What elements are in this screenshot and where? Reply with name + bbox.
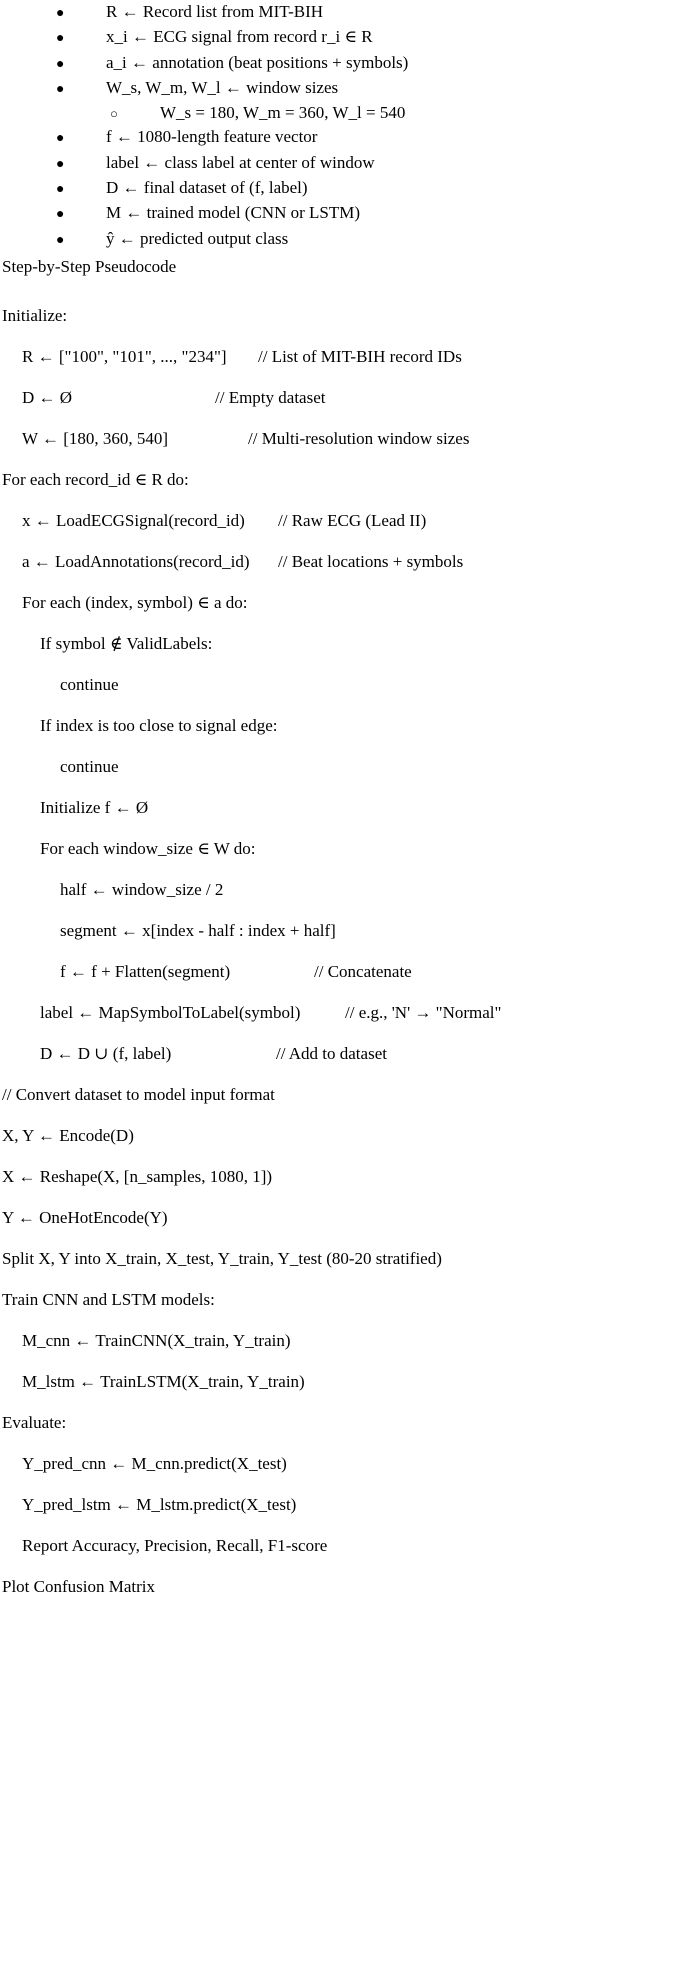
pseudocode-statement: Y ← OneHotEncode(Y)	[2, 1207, 168, 1227]
pseudocode-statement: label ← MapSymbolToLabel(symbol)	[40, 1002, 301, 1022]
bullet-icon: ●	[56, 232, 65, 248]
pseudocode-statement: segment ← x[index - half : index + half]	[60, 920, 336, 940]
bullet-icon: ●	[56, 31, 65, 47]
pseudocode-line	[0, 1310, 685, 1351]
pseudocode-line	[0, 367, 685, 408]
pseudocode-statement: Initialize f ← Ø	[40, 797, 149, 817]
pseudocode-line	[0, 654, 685, 695]
pseudocode-statement: X, Y ← Encode(D)	[2, 1125, 134, 1145]
pseudocode-statement: M_lstm ← TrainLSTM(X_train, Y_train)	[22, 1371, 305, 1391]
pseudocode-line	[0, 1556, 685, 1597]
pseudocode-line	[0, 982, 685, 1023]
pseudocode-line	[0, 1515, 685, 1556]
pseudocode-block	[0, 278, 685, 1597]
pseudocode-statement: f ← f + Flatten(segment)	[60, 961, 231, 981]
pseudocode-statement: x ← LoadECGSignal(record_id)	[22, 510, 245, 530]
pseudocode-statement: Initialize:	[2, 305, 68, 325]
pseudocode-line	[0, 1187, 685, 1228]
bullet-icon: ●	[56, 56, 65, 72]
definition-item	[0, 76, 685, 101]
pseudocode-comment: // Raw ECG (Lead II)	[278, 510, 427, 530]
pseudocode-statement: For each record_id ∈ R do:	[2, 469, 189, 489]
pseudocode-statement: // Convert dataset to model input format	[2, 1084, 275, 1104]
pseudocode-comment: // Concatenate	[314, 961, 412, 981]
pseudocode-line	[0, 818, 685, 859]
definition-item	[0, 25, 685, 50]
pseudocode-statement: For each window_size ∈ W do:	[40, 838, 256, 858]
definition-text: x_i ← ECG signal from record r_i ∈ R	[106, 27, 373, 47]
pseudocode-line	[0, 490, 685, 531]
definition-text: D ← final dataset of (f, label)	[106, 178, 308, 198]
pseudocode-line	[0, 777, 685, 818]
pseudocode-line	[0, 1105, 685, 1146]
definition-text: R ← Record list from MIT-BIH	[106, 2, 324, 21]
pseudocode-comment: // Empty dataset	[215, 387, 326, 407]
pseudocode-line	[0, 449, 685, 490]
definition-item	[0, 0, 685, 25]
bullet-icon: ●	[56, 6, 65, 21]
bullet-icon: ●	[56, 156, 65, 172]
pseudocode-line	[0, 1351, 685, 1392]
pseudocode-line	[0, 572, 685, 613]
definition-text: label ← class label at center of window	[106, 152, 375, 172]
definition-item	[0, 101, 685, 125]
pseudocode-line	[0, 1064, 685, 1105]
pseudocode-line	[0, 1269, 685, 1310]
pseudocode-line	[0, 326, 685, 367]
definition-text: W_s, W_m, W_l ← window sizes	[106, 77, 339, 97]
definition-item	[0, 151, 685, 176]
pseudocode-statement: For each (index, symbol) ∈ a do:	[22, 592, 248, 612]
pseudocode-statement: If index is too close to signal edge:	[40, 715, 278, 735]
pseudocode-statement: Report Accuracy, Precision, Recall, F1-score	[22, 1535, 328, 1555]
pseudocode-line	[0, 531, 685, 572]
bullet-icon: ●	[56, 131, 65, 147]
pseudocode-statement: D ← Ø	[22, 387, 73, 407]
pseudocode-comment: // Multi-resolution window sizes	[248, 428, 470, 448]
hollow-bullet-icon: ○	[110, 106, 118, 122]
pseudocode-statement: If symbol ∉ ValidLabels:	[40, 633, 213, 653]
pseudocode-line	[0, 613, 685, 654]
pseudocode-comment: // e.g., 'N' → "Normal"	[345, 1002, 502, 1022]
bullet-icon: ●	[56, 207, 65, 223]
pseudocode-comment: // List of MIT-BIH record IDs	[258, 346, 462, 366]
pseudocode-line	[0, 859, 685, 900]
pseudocode-statement: X ← Reshape(X, [n_samples, 1080, 1])	[2, 1166, 273, 1186]
definition-item	[0, 125, 685, 150]
pseudocode-statement: continue	[60, 756, 119, 776]
pseudocode-line	[0, 1474, 685, 1515]
pseudocode-comment: // Beat locations + symbols	[278, 551, 464, 571]
pseudocode-line	[0, 1433, 685, 1474]
pseudocode-statement: continue	[60, 674, 119, 694]
definition-text: ŷ ← predicted output class	[106, 228, 289, 248]
pseudocode-statement: Y_pred_lstm ← M_lstm.predict(X_test)	[22, 1494, 297, 1514]
pseudocode-comment: // Add to dataset	[276, 1043, 387, 1063]
definition-item	[0, 227, 685, 252]
pseudocode-line	[0, 941, 685, 982]
pseudocode-line	[0, 695, 685, 736]
pseudocode-statement: half ← window_size / 2	[60, 879, 224, 899]
definition-text: M ← trained model (CNN or LSTM)	[106, 203, 361, 223]
variable-definitions-list	[0, 0, 685, 252]
definition-text: f ← 1080-length feature vector	[106, 127, 318, 147]
pseudocode-statement: Plot Confusion Matrix	[2, 1576, 156, 1596]
pseudocode-line	[0, 1392, 685, 1433]
pseudocode-statement: a ← LoadAnnotations(record_id)	[22, 551, 250, 571]
bullet-icon: ●	[56, 81, 65, 97]
bullet-icon: ●	[56, 182, 65, 198]
pseudocode-statement: Split X, Y into X_train, X_test, Y_train, Y_test (80-20 stratified)	[2, 1248, 442, 1268]
pseudocode-line	[0, 278, 685, 326]
pseudocode-statement: W ← [180, 360, 540]	[22, 428, 169, 448]
pseudocode-line	[0, 1023, 685, 1064]
definition-item	[0, 51, 685, 76]
pseudocode-line	[0, 736, 685, 777]
pseudocode-statement: M_cnn ← TrainCNN(X_train, Y_train)	[22, 1330, 291, 1350]
definition-item	[0, 176, 685, 201]
pseudocode-line	[0, 1146, 685, 1187]
pseudocode-statement: Evaluate:	[2, 1412, 67, 1432]
pseudocode-line	[0, 1228, 685, 1269]
definition-item	[0, 201, 685, 226]
pseudocode-line	[0, 408, 685, 449]
pseudocode-statement: R ← ["100", "101", ..., "234"]	[22, 346, 227, 366]
definition-text: a_i ← annotation (beat positions + symbols)	[106, 52, 409, 72]
pseudocode-statement: Y_pred_cnn ← M_cnn.predict(X_test)	[22, 1453, 287, 1473]
pseudocode-statement: Train CNN and LSTM models:	[2, 1289, 215, 1309]
definition-text: W_s = 180, W_m = 360, W_l = 540	[160, 103, 406, 123]
pseudocode-line	[0, 900, 685, 941]
section-heading: Step-by-Step Pseudocode	[2, 256, 177, 276]
pseudocode-statement: D ← D ∪ (f, label)	[40, 1043, 172, 1063]
